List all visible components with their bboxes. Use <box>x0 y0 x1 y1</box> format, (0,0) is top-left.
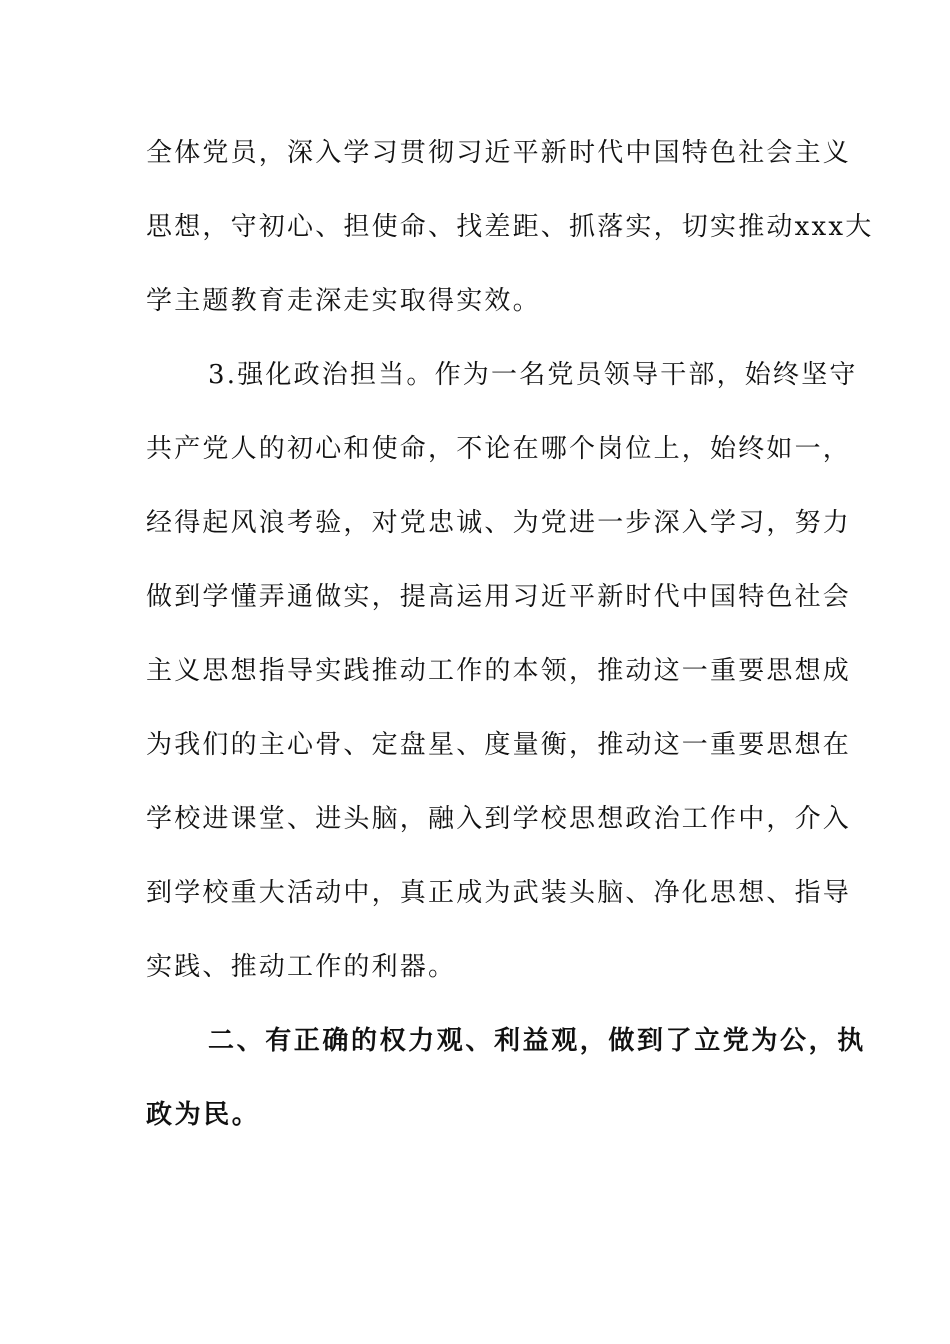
body-text-line: 主义思想指导实践推动工作的本领，推动这一重要思想成 <box>146 656 852 686</box>
section-heading-line: 二、有正确的权力观、利益观，做到了立党为公，执 <box>208 1026 866 1056</box>
body-text-line: 共产党人的初心和使命，不论在哪个岗位上，始终如一， <box>146 434 852 464</box>
body-text-line: 学主题教育走深走实取得实效。 <box>146 286 541 316</box>
body-text-line: 思想，守初心、担使命、找差距、抓落实，切实推动xxx大 <box>146 212 874 242</box>
body-text-line: 3.强化政治担当。作为一名党员领导干部，始终坚守 <box>208 360 858 390</box>
body-text-line: 学校进课堂、进头脑，融入到学校思想政治工作中，介入 <box>146 804 852 834</box>
body-text-line: 经得起风浪考验，对党忠诚、为党进一步深入学习，努力 <box>146 508 852 538</box>
body-text-line: 做到学懂弄通做实，提高运用习近平新时代中国特色社会 <box>146 582 852 612</box>
section-heading-line: 政为民。 <box>146 1100 261 1130</box>
body-text-line: 全体党员，深入学习贯彻习近平新时代中国特色社会主义 <box>146 138 852 168</box>
body-text-line: 实践、推动工作的利器。 <box>146 952 457 982</box>
body-text-line: 到学校重大活动中，真正成为武装头脑、净化思想、指导 <box>146 878 852 908</box>
body-text-line: 为我们的主心骨、定盘星、度量衡，推动这一重要思想在 <box>146 730 852 760</box>
